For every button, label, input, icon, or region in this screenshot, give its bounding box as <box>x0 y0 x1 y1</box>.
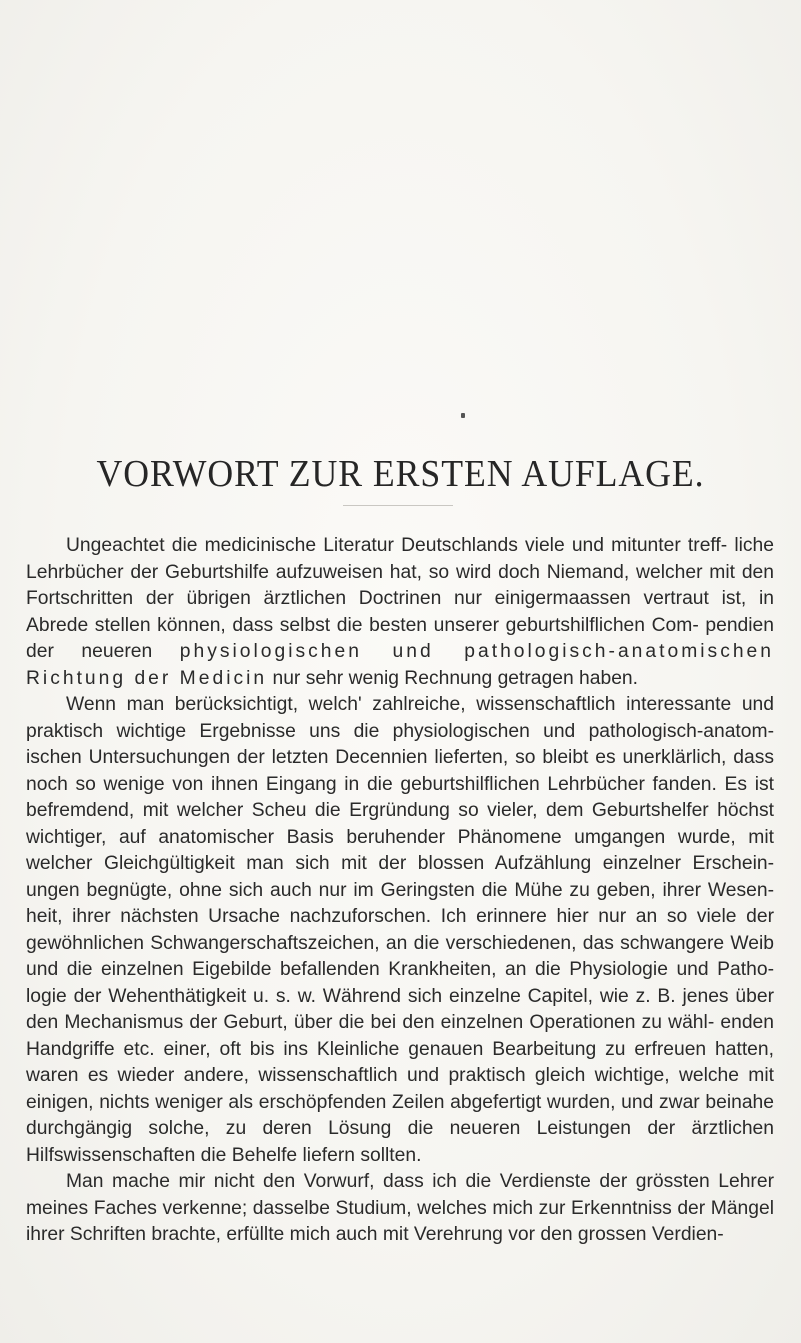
paragraph-3-text: Man mache mir nicht den Vorwurf, dass ich die Verdienste der grössten Lehrer meines Faches verkenne; dasselbe Studium, welches mich zur Erkenntniss der Mängel ihrer Schriften brachte, erfüllte mich auch mit Verehrung vor den grossen Verdien- <box>26 1171 774 1245</box>
ink-speck <box>461 413 465 418</box>
body-text <box>26 533 774 1249</box>
paragraph-3 <box>26 1169 774 1249</box>
paragraph-1-emphasis: physiologischen und pathologisch-anatomischen Richtung der Medicin <box>26 641 774 689</box>
paragraph-1-text: Ungeachtet die medicinische Literatur Deutschlands viele und mitunter treff- liche Lehrbücher der Geburtshilfe aufzuweisen hat, so wird doch Niemand, welcher mit den Fortschritten der übrigen ärztlichen Doctrinen nur einigermaassen vertraut ist, in Abrede stellen können, dass selbst die besten unserer geburtshilflichen Com- pendien der neueren <box>26 535 774 662</box>
paragraph-2 <box>26 692 774 1169</box>
paragraph-1 <box>26 533 774 692</box>
title-divider <box>343 505 453 506</box>
paragraph-2-text: Wenn man berücksichtigt, welch' zahlreiche, wissenschaftlich interessante und praktisch wichtige Ergebnisse uns die physiologischen und pathologisch-anatom- ischen Untersuchungen der letzten Decennien lieferten, so bleibt es unerklärlich, dass noch so wenige von ihnen Eingang in die geburtshilflichen Lehrbücher fanden. Es ist befremdend, mit welcher Scheu die Ergründung so vieler, dem Geburtshelfer höchst wichtiger, auf anatomischer Basis beruhender Phänomene umgangen wurde, mit welcher Gleichgültigkeit man sich mit der blossen Aufzählung einzelner Erschein- ungen begnügte, ohne sich auch nur im Geringsten die Mühe zu geben, ihrer Wesen- heit, ihrer nächsten Ursache nachzuforschen. Ich erinnere hier nur an so viele der gewöhnlichen Schwangerschaftszeichen, an die verschiedenen, das schwangere Weib und die einzelnen Eigebilde befallenden Krankheiten, an die Physiologie und Patho- logie der Wehenthätigkeit u. s. w. Während sich einzelne Capitel, wie z. B. jenes über den Mechanismus der Geburt, über die bei den einzelnen Operationen zu wähl- enden Handgriffe etc. einer, oft bis ins Kleinliche genauen Bearbeitung zu erfreuen hatten, waren es wieder andere, wissenschaftlich und praktisch gleich wichtige, welche mit einigen, nichts weniger als erschöpfenden Zeilen abgefertigt wurden, und zwar beinahe durchgängig solche, zu deren Lösung die neueren Leistungen der ärztlichen Hilfswissenschaften die Behelfe liefern sollten. <box>26 694 774 1166</box>
page-title: VORWORT ZUR ERSTEN AUFLAGE. <box>96 453 705 495</box>
paragraph-1-text-end: nur sehr wenig Rechnung getragen haben. <box>267 667 639 689</box>
